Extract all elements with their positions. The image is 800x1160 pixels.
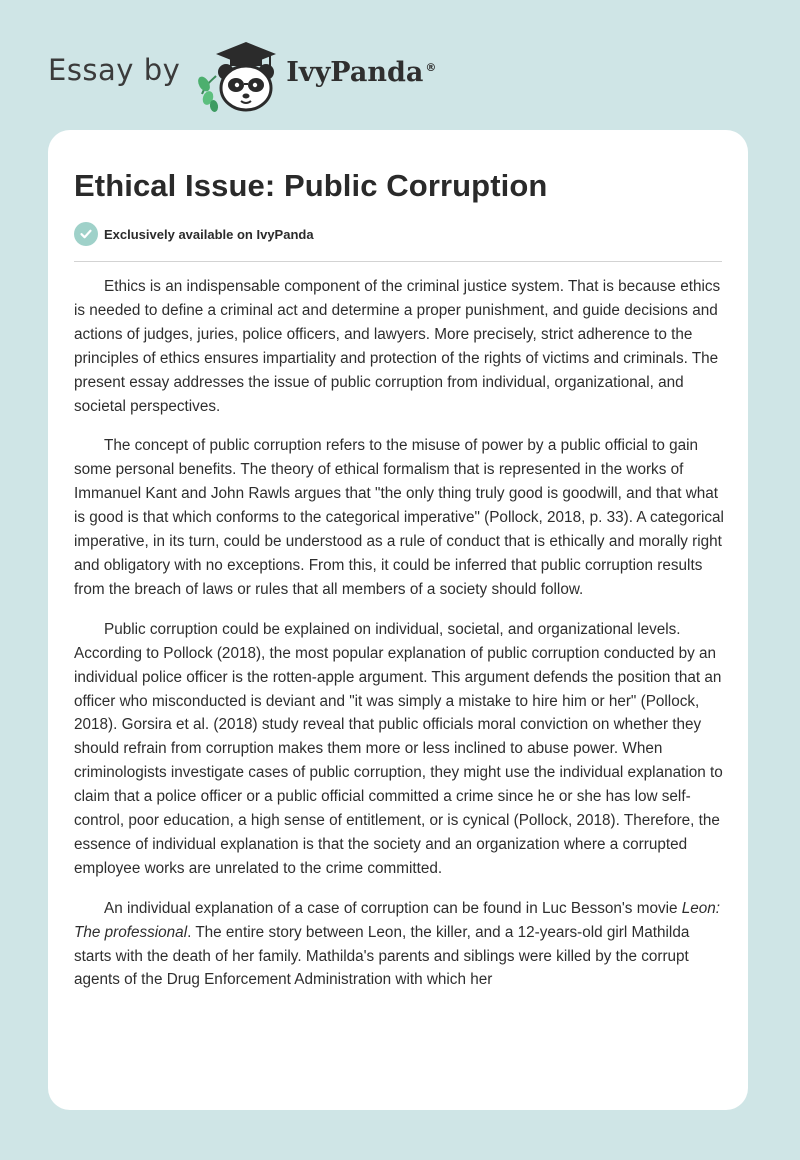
exclusive-badge-text: Exclusively available on IvyPanda bbox=[104, 226, 314, 242]
paragraph-4-text-end: . The entire story between Leon, the killer, and a 12-years-old girl Mathilda starts with the death of her family. Mathilda's parents and siblings were killed by the corrupt agents of the Drug Enforcement Administration with which her bbox=[74, 923, 690, 989]
paragraph-3: Public corruption could be explained on individual, societal, and organizational levels. According to Pollock (2018), the most popular explanation of public corruption conducted by an individual police officer is the rotten-apple argument. This argument defends the position that an officer who misconducted is deviant and "it was simply a mistake to hire him or her" (Pollock, 2018). Gorsira et al. (2018) study reveal that public officials moral conviction on whether they should refrain from corruption makes them more or less inclined to abuse power. When criminologists investigate cases of public corruption, they might use the individual explanation to claim that a police officer or a public official committed a crime since he or she has low self-control, poor education, a high sense of entitlement, or is cynical (Pollock, 2018). Therefore, the essence of individual explanation is that the society and an organization where a corrupted employee works are unrelated to the crime committed. bbox=[74, 620, 723, 877]
exclusive-badge bbox=[74, 222, 314, 246]
paragraph-2: The concept of public corruption refers to the misuse of power by a public official to gain some personal benefits. The theory of ethical formalism that is represented in the works of Immanuel Kant and John Rawls argues that "the only thing truly good is goodwill, and that what is good is that which conforms to the categorical imperative" (Pollock, 2018, p. 33). A categorical imperative, in its turn, could be understood as a rule of conduct that is ethically and morally right and obligatory with no exceptions. From this, it could be inferred that public corruption results from the breach of laws or rules that all members of a society should follow. bbox=[74, 437, 724, 598]
movie-title: Leon: The professional bbox=[74, 899, 721, 941]
brand-name: IvyPanda ® bbox=[286, 56, 437, 88]
site-header-brand[interactable] bbox=[48, 34, 436, 114]
registered-mark: ® bbox=[425, 60, 437, 74]
divider bbox=[74, 261, 722, 262]
article-body bbox=[74, 275, 724, 1008]
article-card bbox=[48, 130, 748, 1110]
paragraph-1: Ethics is an indispensable component of the criminal justice system. That is because ethics is needed to define a criminal act and determine a proper punishment, and guide decisions and actions of judges, juries, police officers, and lawyers. More precisely, strict adherence to the principles of ethics ensures impartiality and protection of the rights of victims and criminals. The present essay addresses the issue of public corruption from individual, organizational, and societal perspectives. bbox=[74, 278, 721, 415]
check-circle-icon bbox=[74, 222, 98, 246]
panda-graduate-icon bbox=[194, 34, 282, 114]
paragraph-4-text-start: An individual explanation of a case of corruption can be found in Luc Besson's movie bbox=[104, 899, 682, 917]
paragraph-4 bbox=[74, 897, 724, 993]
brand-prefix: Essay by bbox=[48, 53, 181, 87]
page-title: Ethical Issue: Public Corruption bbox=[74, 168, 548, 203]
